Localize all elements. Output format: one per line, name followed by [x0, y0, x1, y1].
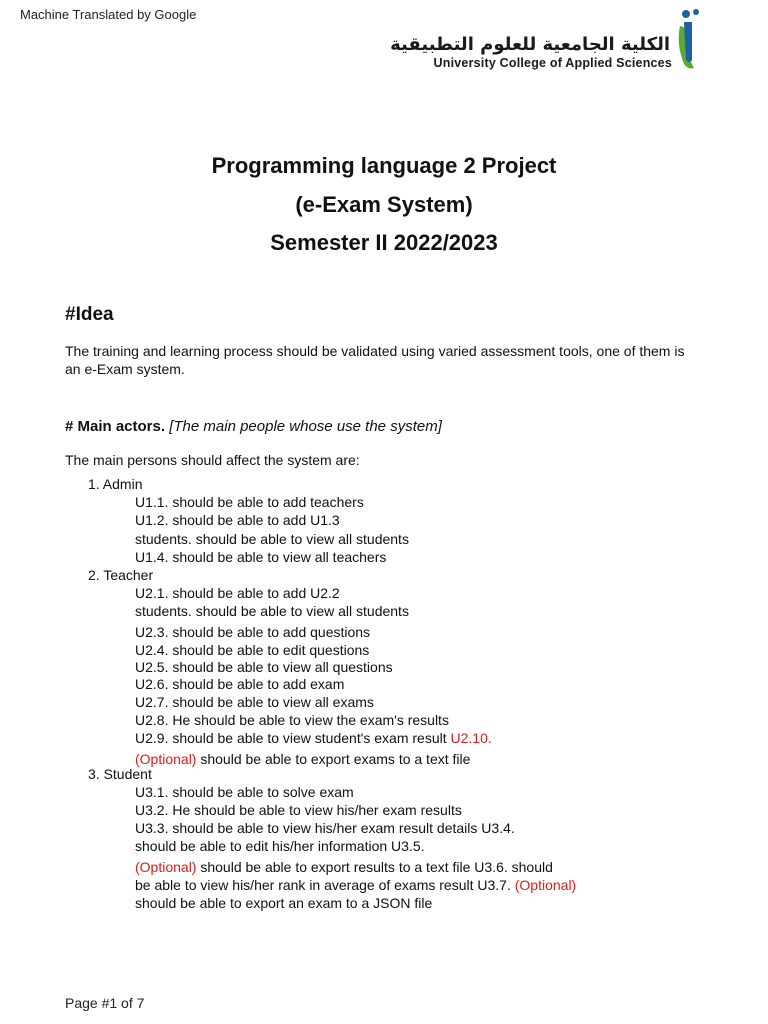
list-item: U3.1. should be able to solve exam: [135, 784, 354, 800]
admin-label: 1. Admin: [88, 476, 143, 492]
list-item: [135, 876, 576, 894]
logo-arabic-text: الكلية الجامعية للعلوم التطبيقية: [390, 34, 670, 55]
idea-heading: #Idea: [65, 304, 114, 325]
list-item: U2.7. should be able to view all exams: [135, 694, 374, 710]
list-item: students. should be able to view all students: [135, 603, 409, 619]
list-item: U3.3. should be able to view his/her exam result details U3.4.: [135, 820, 515, 836]
logo-english-text: University College of Applied Sciences: [433, 56, 672, 70]
list-item-text: should be able to export results to a text file U3.6. should: [196, 859, 553, 875]
list-item: [135, 750, 470, 768]
list-item: U2.5. should be able to view all questions: [135, 659, 393, 675]
list-item-text: should be able to export exams to a text file: [196, 751, 471, 767]
list-item: [135, 729, 492, 747]
list-item-text: be able to view his/her rank in average of exams result U3.7.: [135, 877, 515, 893]
actors-intro: The main persons should affect the system are:: [65, 452, 360, 468]
list-item: should be able to edit his/her information U3.5.: [135, 838, 425, 854]
list-item-red-text: U2.10.: [450, 730, 492, 746]
list-item: students. should be able to view all students: [135, 531, 409, 547]
list-item: [135, 858, 553, 876]
list-item: U2.3. should be able to add questions: [135, 624, 371, 640]
page-title-line2: (e-Exam System): [295, 192, 473, 217]
college-logo-icon: [670, 4, 710, 74]
idea-text-line1: The training and learning process should be validated using varied assessment tools, one of them is: [65, 343, 685, 359]
list-item: U1.4. should be able to view all teachers: [135, 549, 387, 565]
list-item: U3.2. He should be able to view his/her exam results: [135, 802, 462, 818]
page-title-line1: Programming language 2 Project: [211, 153, 557, 178]
list-item: U1.1. should be able to add teachers: [135, 494, 364, 510]
list-item: U1.2. should be able to add U1.3: [135, 512, 340, 528]
optional-tag: (Optional): [135, 859, 197, 875]
list-item: U2.4. should be able to edit questions: [135, 642, 370, 658]
actors-heading-note: [The main people whose use the system]: [169, 418, 442, 435]
teacher-label: 2. Teacher: [88, 567, 154, 583]
idea-text-line2: an e-Exam system.: [65, 361, 185, 377]
machine-translated-note: Machine Translated by Google: [20, 7, 197, 22]
page-number: Page #1 of 7: [65, 995, 145, 1011]
student-label: 3. Student: [88, 766, 152, 782]
actors-heading: [65, 418, 442, 435]
optional-tag: (Optional): [135, 751, 197, 767]
list-item-text: U2.9. should be able to view student's exam result: [135, 730, 451, 746]
list-item: U2.1. should be able to add U2.2: [135, 585, 340, 601]
list-item: should be able to export an exam to a JSON file: [135, 895, 433, 911]
list-item: U2.6. should be able to add exam: [135, 676, 345, 692]
page-title-line3: Semester II 2022/2023: [270, 230, 498, 255]
actors-heading-label: # Main actors.: [65, 418, 166, 435]
optional-tag: (Optional): [514, 877, 577, 893]
list-item: U2.8. He should be able to view the exam's results: [135, 712, 449, 728]
